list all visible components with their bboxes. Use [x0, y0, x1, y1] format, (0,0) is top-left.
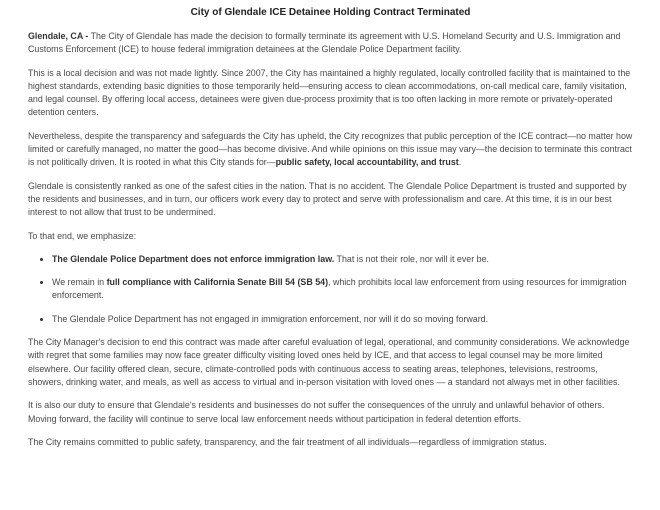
perception-end: . — [458, 157, 462, 168]
page-title: City of Glendale ICE Detainee Holding Contract Terminated — [190, 7, 471, 18]
list-item — [52, 253, 633, 266]
list-item-text: That is not their role, nor will it ever be. — [334, 253, 489, 264]
list-item — [52, 313, 633, 326]
list-item-text: , which prohibits local law enforcement from using resources for immigration enforcement. — [52, 277, 627, 301]
list-item-bold: The Glendale Police Department does not enforce immigration law. — [52, 253, 335, 264]
history-paragraph: This is a local decision and was not made lightly. Since 2007, the City has maintained a highly regulated, locally controlled facility that is maintained to the highest standards, extending basic dignities to those temporarily held—ensuring access to clean accommodations, on-call medical care, family visitation, and legal counsel. By offering local access, detainees were given due-process proximity that is too often lacking in more remote or privately-operated detention centers. — [28, 67, 631, 118]
safety-paragraph: Glendale is consistently ranked as one of the safest cities in the nation. That is no accident. The Glendale Police Department is trusted and supported by the residents and businesses, and in turn, our officers work every day to protect and serve with professionalism and care. At this time, it is in our best interest to not allow that trust to be undermined. — [28, 180, 627, 218]
intro-text: The City of Glendale has made the decision to formally terminate its agreement with U.S. Homeland Security and U.S. Immigration and Customs Enforcement (ICE) to house federal immigration detainees at the Glendale Police Department facility. — [28, 31, 621, 55]
list-item-text: We remain in — [52, 277, 107, 288]
list-item-bold: full compliance with California Senate Bill 54 (SB 54) — [106, 277, 329, 288]
emphasis-intro: To that end, we emphasize: — [28, 230, 137, 241]
perception-text: Nevertheless, despite the transparency and safeguards the City has upheld, the City recognizes that public perception of the ICE contract—no matter how limited or carefully managed, no matter the good—has become divisive. And while opinions on this issue may vary—the decision to terminate this contract is not politically driven. It is rooted in what this City stands for— — [28, 130, 633, 168]
perception-emphasis: public safety, local accountability, and trust — [275, 157, 459, 168]
intro-paragraph — [28, 30, 633, 57]
emphasis-list — [28, 253, 633, 326]
dateline: Glendale, CA - — [28, 31, 89, 41]
perception-paragraph — [28, 130, 633, 170]
list-item-text: The Glendale Police Department has not engaged in immigration enforcement, nor will it do so moving forward. — [52, 313, 489, 324]
decision-paragraph: The City Manager's decision to end this contract was made after careful evaluation of legal, operational, and community considerations. We acknowledge with regret that some families may now face greater difficulty visiting loved ones held by ICE, and that access to legal counsel may be more limited elsewhere. Our facility offered clean, secure, climate-controlled pods with continuous access to seating areas, telephones, televisions, restrooms, showers, drinking water, and meals, as well as access to virtual and in-person visitation with loved ones — a standard not always met in other facilities. — [28, 337, 630, 387]
closing-paragraph: The City remains committed to public safety, transparency, and the fair treatment of all individuals—regardless of immigration status. — [28, 436, 547, 447]
list-item — [52, 276, 633, 303]
duty-paragraph: It is also our duty to ensure that Glendale's residents and businesses do not suffer the consequences of the unruly and unlawful behavior of others. Moving forward, the facility will continue to serve local law enforcement needs without participation in federal detention efforts. — [28, 400, 605, 424]
